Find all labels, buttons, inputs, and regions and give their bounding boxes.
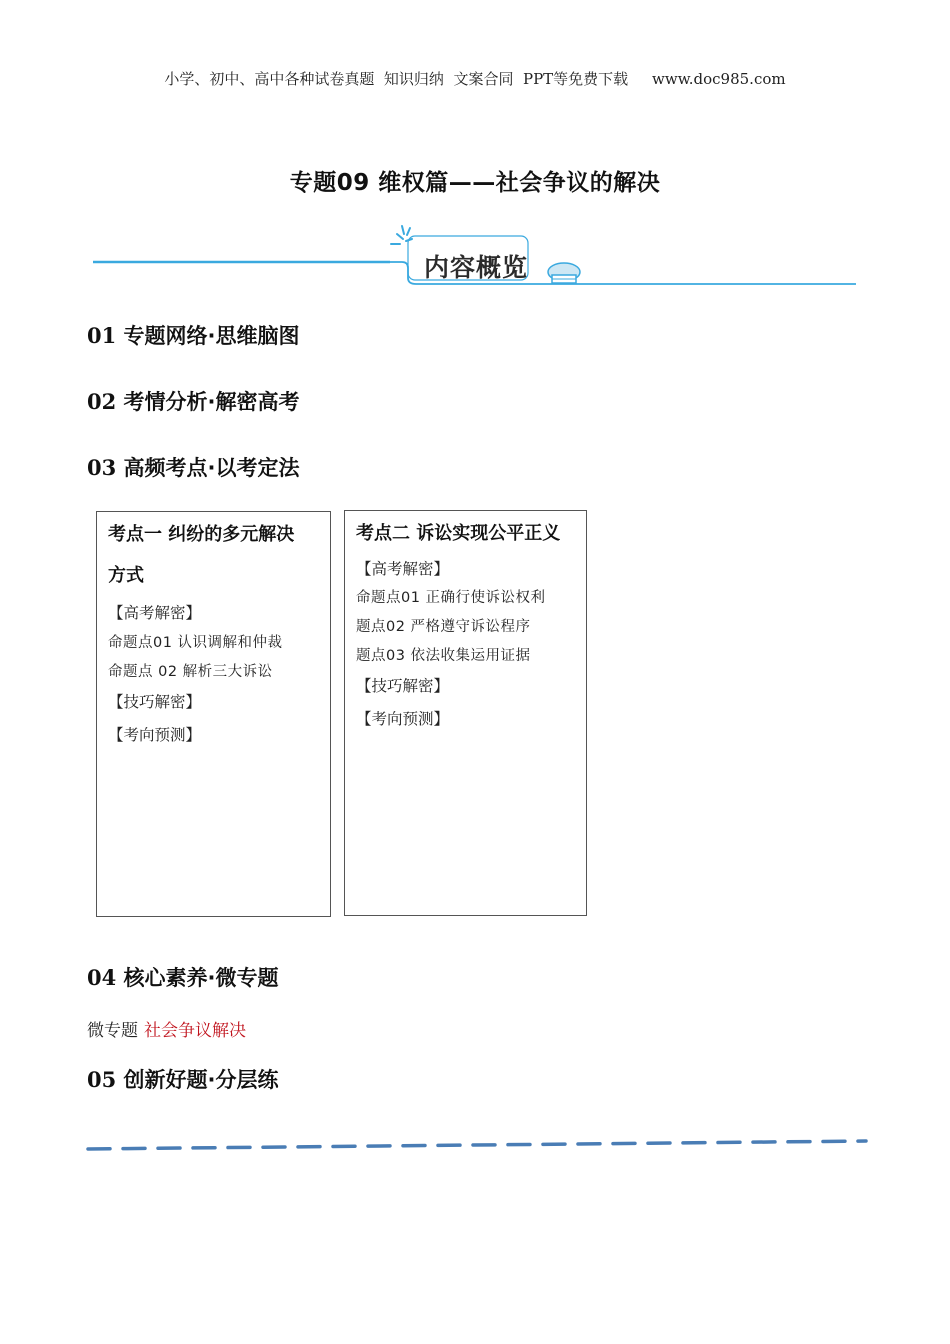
chef-hat-icon <box>548 263 580 283</box>
section-label: 核心素养·微专题 <box>123 966 279 990</box>
list-item: 命题点 02 解析三大诉讼 <box>108 664 273 680</box>
section-label: 专题网络·思维脑图 <box>123 324 300 348</box>
section-02 <box>87 386 300 416</box>
sparkle-icon <box>391 226 412 244</box>
section-04 <box>87 962 279 992</box>
section-label: 考情分析·解密高考 <box>123 390 300 414</box>
list-item: 【技巧解密】 <box>108 693 202 711</box>
section-03 <box>87 452 300 482</box>
list-item: 命题点01 正确行使诉讼权利 <box>356 590 546 606</box>
banner-label: 内容概览 <box>424 253 529 282</box>
box-title-line2: 方式 <box>108 565 144 586</box>
exam-point-two-box <box>344 510 587 916</box>
box-title: 考点二 诉讼实现公平正义 <box>356 523 561 544</box>
page-title: 专题09 维权篇——社会争议的解决 <box>289 170 661 196</box>
section-01 <box>87 320 300 350</box>
section-label: 高频考点·以考定法 <box>123 456 300 480</box>
list-item: 【技巧解密】 <box>356 677 450 695</box>
list-item: 【高考解密】 <box>356 560 450 578</box>
section-05 <box>87 1064 279 1094</box>
section-number: 05 <box>87 1067 117 1092</box>
section-number: 01 <box>87 323 117 348</box>
micro-topic-prefix: 微专题 <box>87 1021 138 1041</box>
list-item: 命题点01 认识调解和仲裁 <box>108 635 283 651</box>
section-number: 03 <box>87 455 117 480</box>
site-header-text: 小学、初中、高中各种试卷真题 知识归纳 文案合同 PPT等免费下载 www.doc985.com <box>164 70 786 88</box>
list-item: 【考向预测】 <box>108 726 202 744</box>
section-label: 创新好题·分层练 <box>123 1068 279 1092</box>
list-item: 题点03 依法收集运用证据 <box>356 648 531 664</box>
section-number: 02 <box>87 389 117 414</box>
section-number: 04 <box>87 965 117 990</box>
dashed-divider <box>86 1132 868 1156</box>
list-item: 题点02 严格遵守诉讼程序 <box>356 619 531 635</box>
micro-topic-line <box>87 1016 246 1041</box>
micro-topic-link[interactable]: 社会争议解决 <box>144 1021 246 1041</box>
list-item: 【考向预测】 <box>356 710 450 728</box>
list-item: 【高考解密】 <box>108 604 202 622</box>
box-title-line1: 考点一 纠纷的多元解决 <box>108 524 295 545</box>
exam-point-one-box <box>96 511 331 917</box>
